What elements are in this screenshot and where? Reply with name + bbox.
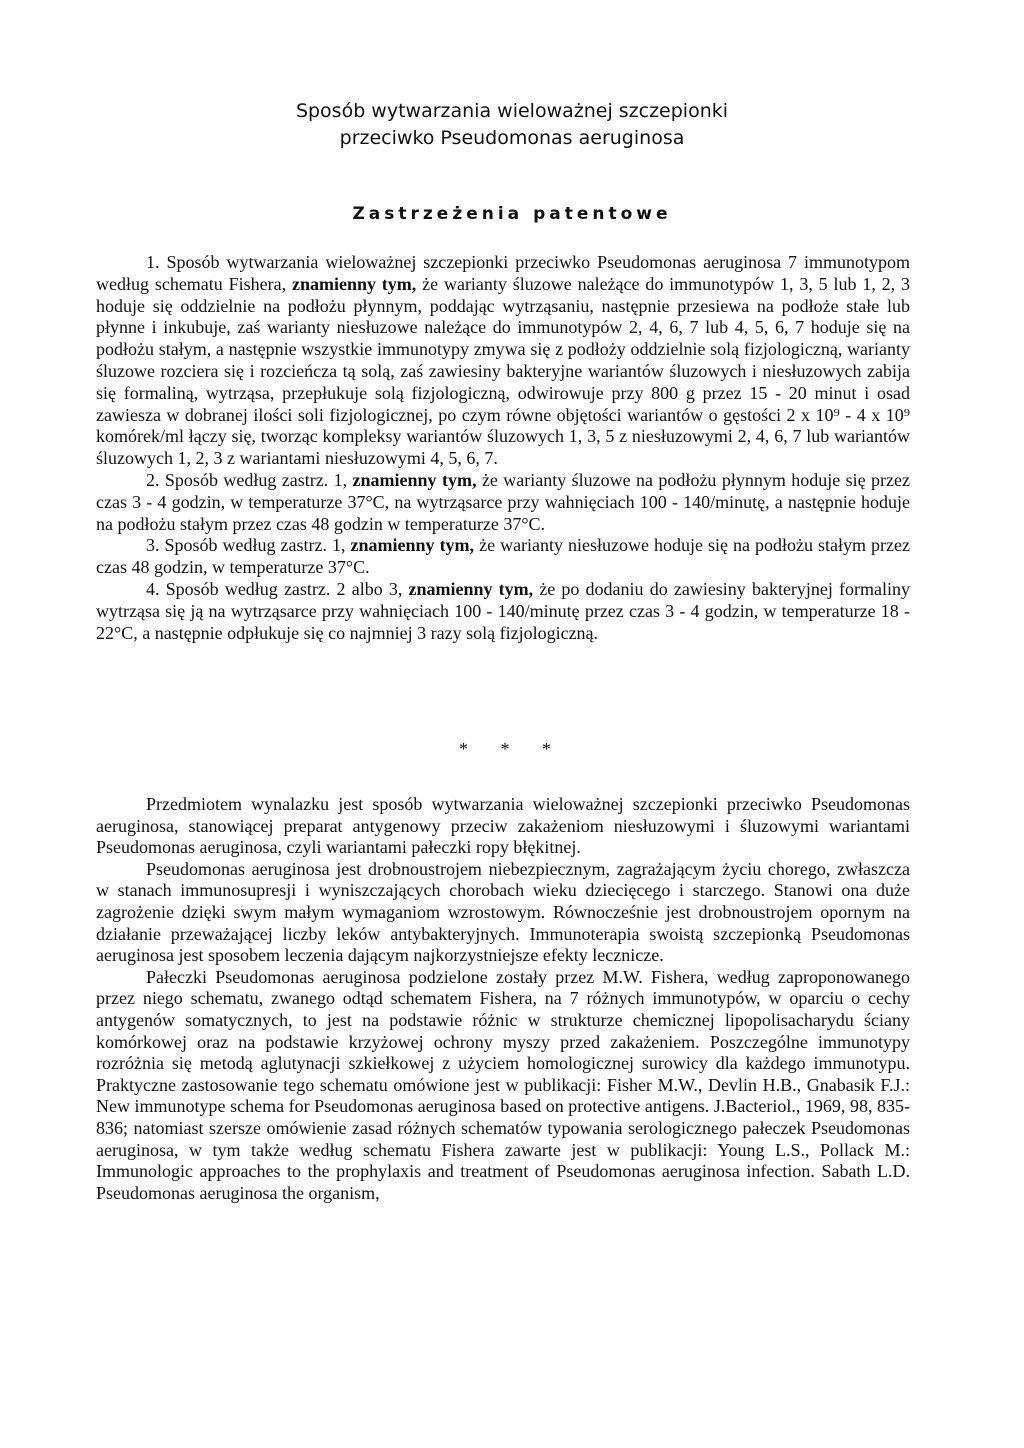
claim-number: 3. [146,535,160,556]
claim-text: Sposób według zastrz. 1, [164,469,348,490]
claim-text: że warianty śluzowe należące do immunotypów 1, 3, 5 lub 1, 2, 3 hoduje się oddzielnie na podłożu płynnym, poddając wytrząsaniu, następnie przesiewa na podłoże stałe lub płynne i inkubuje, zaś warianty niesłuzowe należące do immunotypów 2, 4, 6, 7 lub 4, 5, 6, 7 hoduje się na podłożu stałym, a następnie wszystkie immunotypy zmywa się z podłoży oddzielnie solą fizjologiczną, warianty śluzowe rozciera się i rozcieńcza tą solą, zaś zawiesiny bakteryjne wariantów śluzowych i niesłuzowych zabija się formaliną, wytrząsa, przepłukuje solą fizjologiczną, odwirowuje przy 800 g przez 15 - 20 minut i osad zawiesza w dobranej ilości soli fizjologicznej, po czym równe objętości wariantów o gęstości 2 x 10⁹ - 4 x 10⁹ komórek/ml łączy się, tworząc kompleksy wariantów śluzowych 1, 3, 5 z niesłuzowymi 2, 4, 6, 7 lub wariantów śluzowych 1, 2, 3 z wariantami niesłuzowymi 4, 5, 6, 7. [96,273,911,469]
claim-emphasis: znamienny tym, [352,469,477,490]
claim-emphasis: znamienny tym, [291,273,417,294]
claim-text: Sposób według zastrz. 1, [164,535,346,556]
claim-number: 2. [146,469,160,490]
claim-text: Sposób wytwarzania wieloważnej szczepionki przeciwko Pseudomonas aeruginosa 7 immunotypom według schematu Fishera, [96,252,911,294]
claim-emphasis: znamienny tym, [350,535,475,556]
claim-number: 1. [146,252,160,272]
claim-4 [96,579,910,644]
claim-3 [96,535,910,579]
claim-2 [96,470,910,535]
claim-emphasis: znamienny tym, [408,578,534,599]
claim-text: Sposób według zastrz. 2 albo 3, [165,578,403,599]
description [96,794,910,1204]
description-paragraph: Przedmiotem wynalazku jest sposób wytwarzania wieloważnej szczepionki przeciwko Pseudomonas aeruginosa, stanowiącej preparat antygenowy przeciw zakażeniom niesłuzowymi i śluzowymi wariantami Pseudomonas aeruginosa, czyli wariantami pałeczki ropy błękitnej. [96,794,910,858]
section-heading: Zastrzeżenia patentowe [352,204,672,224]
claim-text: że po dodaniu do zawiesiny bakteryjnej formaliny wytrząsa się ją na wytrząsarce przy wahnięciach 100 - 140/minutę przez czas 3 - 4 godzin, w temperaturze 18 - 22°C, a następnie odpłukuje się co najmniej 3 razy solą fizjologiczną. [96,578,911,643]
claim-number: 4. [146,578,160,599]
document-title-line1: Sposób wytwarzania wieloważnej szczepionki [295,100,729,122]
document-title-line2: przeciwko Pseudomonas aeruginosa [339,127,685,149]
claim-text: że warianty niesłuzowe hoduje się na podłożu stałym przez czas 48 godzin, w temperaturze 37°C. [96,535,911,578]
section-separator: * * * [459,739,565,759]
patent-claims [96,252,910,644]
description-paragraph: Pałeczki Pseudomonas aeruginosa podzielone zostały przez M.W. Fishera, według zaproponowanego przez niego schematu, zwanego odtąd schematem Fishera, na 7 różnych immunotypów, w oparciu o cechy antygenów somatycznych, to jest na podstawie różnic w strukturze chemicznej lipopolisacharydu ściany komórkowej oraz na podstawie krzyżowej ochrony myszy przed zakażeniem. Poszczególne immunotypy rozróżnia się metodą aglutynacji szkiełkowej z użyciem homologicznej surowicy dla każdego immunotypu. Praktyczne zastosowanie tego schematu omówione jest w publikacji: Fisher M.W., Devlin H.B., Gnabasik F.J.: New immunotype schema for Pseudomonas aeruginosa based on protective antigens. J.Bacteriol., 1969, 98, 835-836; natomiast szersze omówienie zasad różnych schematów typowania serologicznego pałeczek Pseudomonas aeruginosa, w tym także według schematu Fishera zawarte jest w publikacji: Young L.S., Pollack M.: Immunologic approaches to the prophylaxis and treatment of Pseudomonas aeruginosa infection. Sabath L.D. Pseudomonas aeruginosa the organism, [96,966,910,1203]
claim-text: że warianty śluzowe na podłożu płynnym hoduje się przez czas 3 - 4 godzin, w temperaturze 37°C, na wytrząsarce przy wahnięciach 100 - 140/minutę, a następnie hoduje na podłożu stałym przez czas 48 godzin w temperaturze 37°C. [96,469,911,534]
description-paragraph: Pseudomonas aeruginosa jest drobnoustrojem niebezpiecznym, zagrażającym życiu chorego, zwłaszcza w stanach immunosupresji i wyniszczających chorobach wieku dziecięcego i starczego. Stanowi ona duże zagrożenie dzięki swym małym wymaganiom wzrostowym. Równocześnie jest drobnoustrojem opornym na działanie przeważającej liczby leków antybakteryjnych. Immunoterapia swoistą szczepionką Pseudomonas aeruginosa jest sposobem leczenia dającym najkorzystniejsze efekty lecznicze. [96,858,910,966]
claim-1 [96,252,910,470]
